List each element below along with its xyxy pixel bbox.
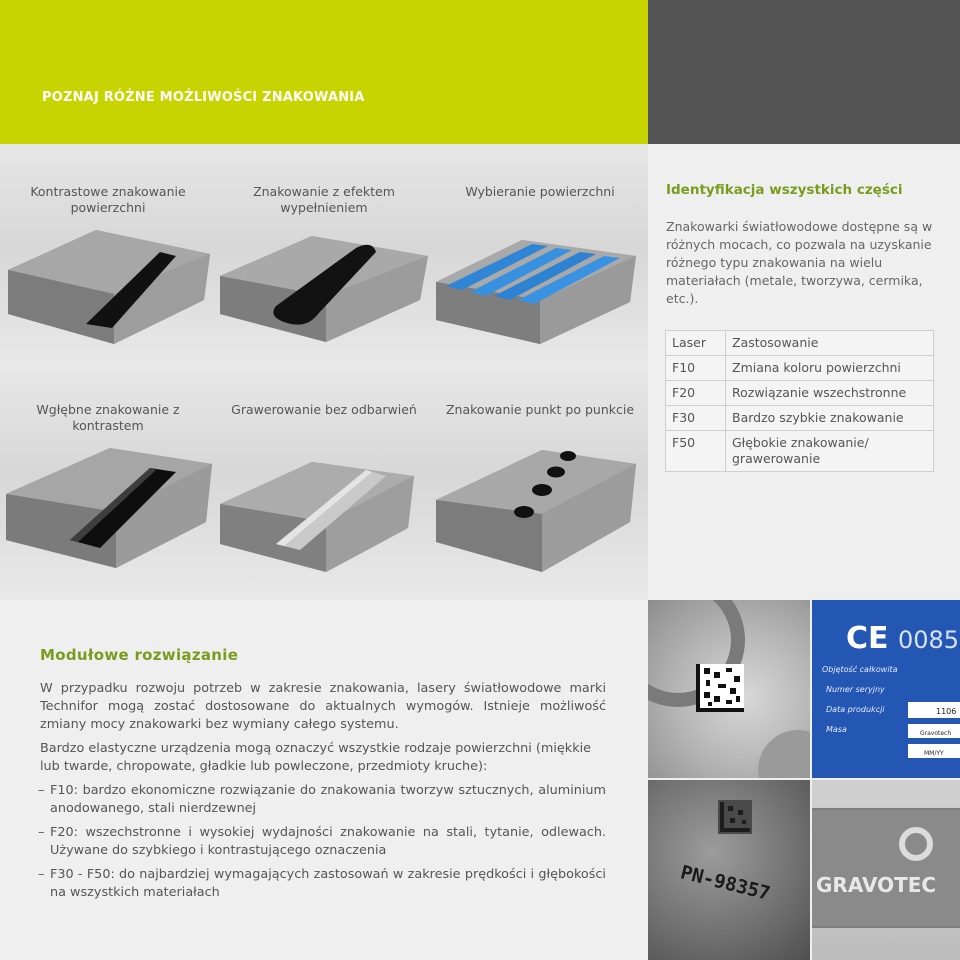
table-header-row [666, 331, 934, 356]
plate-value: Gravotech [920, 730, 952, 737]
table-cell-laser: F30 [666, 406, 726, 431]
plate-value: 1106 [936, 707, 957, 716]
plate-label: Data produkcji [826, 705, 885, 714]
table-cell-application: Zmiana koloru powierzchni [726, 356, 934, 381]
table-cell-laser: F50 [666, 431, 726, 472]
bullet-dash: – [38, 783, 45, 798]
photo-part-number [648, 780, 810, 960]
identification-text: Znakowarki światłowodowe dostępne są w różnych mocach, co pozwala na uzyskanie różnego typu znakowania na wielu materiałach (metale, tworzywa, cermika, etc.). [666, 219, 933, 306]
metal-block-black-stripe-image [0, 144, 216, 372]
plate-value: MM/YY [924, 750, 944, 757]
table-cell-laser: F10 [666, 356, 726, 381]
table-row [666, 431, 934, 472]
part-number-text: PN-98357 [678, 861, 773, 905]
table-cell-application: Głębokie znakowanie/ grawerowanie [726, 431, 934, 472]
page-title: POZNAJ RÓŻNE MOŻLIWOŚCI ZNAKOWANIA [42, 90, 365, 105]
list-item [40, 824, 606, 860]
photo-gravotec-logo [812, 780, 960, 960]
list-item-text: F30 - F50: do najbardziej wymagających zastosowań w zakresie prędkości i głębokości na wszystkich materiałach [50, 867, 606, 900]
identification-heading: Identyfikacja wszystkich części [666, 182, 903, 198]
bullet-dash: – [38, 825, 45, 840]
sample-caption: Grawerowanie bez odbarwień [231, 402, 417, 417]
logo-text: GRAVOTEC [816, 873, 937, 897]
sample-caption: Kontrastowe znakowanie powierzchni [30, 184, 186, 215]
sample-caption: Znakowanie punkt po punkcie [445, 402, 635, 417]
sample-surface-removal [432, 144, 648, 372]
table-header-application: Zastosowanie [726, 331, 934, 356]
metal-block-engraved-groove-image [216, 372, 432, 600]
sample-caption: Znakowanie z efektem wypełnieniem [253, 184, 395, 215]
bullet-dash: – [38, 867, 45, 882]
modular-heading: Modułowe rozwiązanie [40, 646, 239, 664]
sample-caption: Wgłębne znakowanie z kontrastem [36, 402, 180, 433]
table-header-laser: Laser [666, 331, 726, 356]
plate-number: 0085 [898, 626, 960, 654]
table-row [666, 381, 934, 406]
sample-contrast-marking [0, 144, 216, 372]
table-cell-laser: F20 [666, 381, 726, 406]
sample-dot-peen [432, 372, 648, 600]
photo-datamatrix-part [648, 600, 810, 778]
ce-mark: CE [846, 621, 889, 656]
list-item [40, 782, 606, 818]
metal-block-blue-stripes-image [432, 144, 648, 372]
table-cell-application: Rozwiązanie wszechstronne [726, 381, 934, 406]
plate-label: Numer seryjny [826, 685, 885, 694]
table-cell-application: Bardzo szybkie znakowanie [726, 406, 934, 431]
laser-feature-list [40, 782, 606, 908]
list-item-text: F20: wszechstronne i wysokiej wydajności znakowanie na stali, tytanie, odlewach. Używane do szybkiego i kontrastującego oznaczenia [50, 825, 606, 858]
sample-engraving [216, 372, 432, 600]
part-number-engraving-image [648, 780, 810, 960]
metal-block-deep-groove-image [0, 372, 216, 600]
laser-table [665, 330, 934, 472]
table-row [666, 356, 934, 381]
gravotec-logo-image [812, 780, 960, 960]
sample-caption: Wybieranie powierzchni [465, 184, 615, 199]
modular-paragraph-1: W przypadku rozwoju potrzeb w zakresie znakowania, lasery światłowodowe marki Technifor mogą zostać dostosowane do aktualnych wymogów. Istnieje możliwość zmiany mocy znakowarki bez wymiany całego systemu. [40, 681, 606, 732]
sample-deep-contrast-marking [0, 372, 216, 600]
modular-paragraph-2: Bardzo elastyczne urządzenia mogą oznaczyć wszystkie rodzaje powierzchni (miękkie lub twarde, chropowate, gładkie lub powleczone, przedmioty kruche): [40, 741, 592, 774]
metal-block-rounded-bead-image [216, 144, 432, 372]
nameplate-graphic [812, 600, 960, 778]
list-item [40, 866, 606, 902]
plate-label: Masa [826, 725, 847, 734]
sample-filled-marking [216, 144, 432, 372]
header-dark-block [648, 0, 960, 144]
plate-label: Objętość całkowita [822, 665, 898, 674]
header-banner [0, 0, 648, 144]
table-row [666, 406, 934, 431]
metal-block-dot-holes-image [432, 372, 648, 600]
photo-ce-nameplate [812, 600, 960, 778]
datamatrix-code-image [648, 600, 810, 778]
list-item-text: F10: bardzo ekonomiczne rozwiązanie do znakowania tworzyw sztucznych, aluminium anodowanego, stali nierdzewnej [50, 783, 606, 816]
